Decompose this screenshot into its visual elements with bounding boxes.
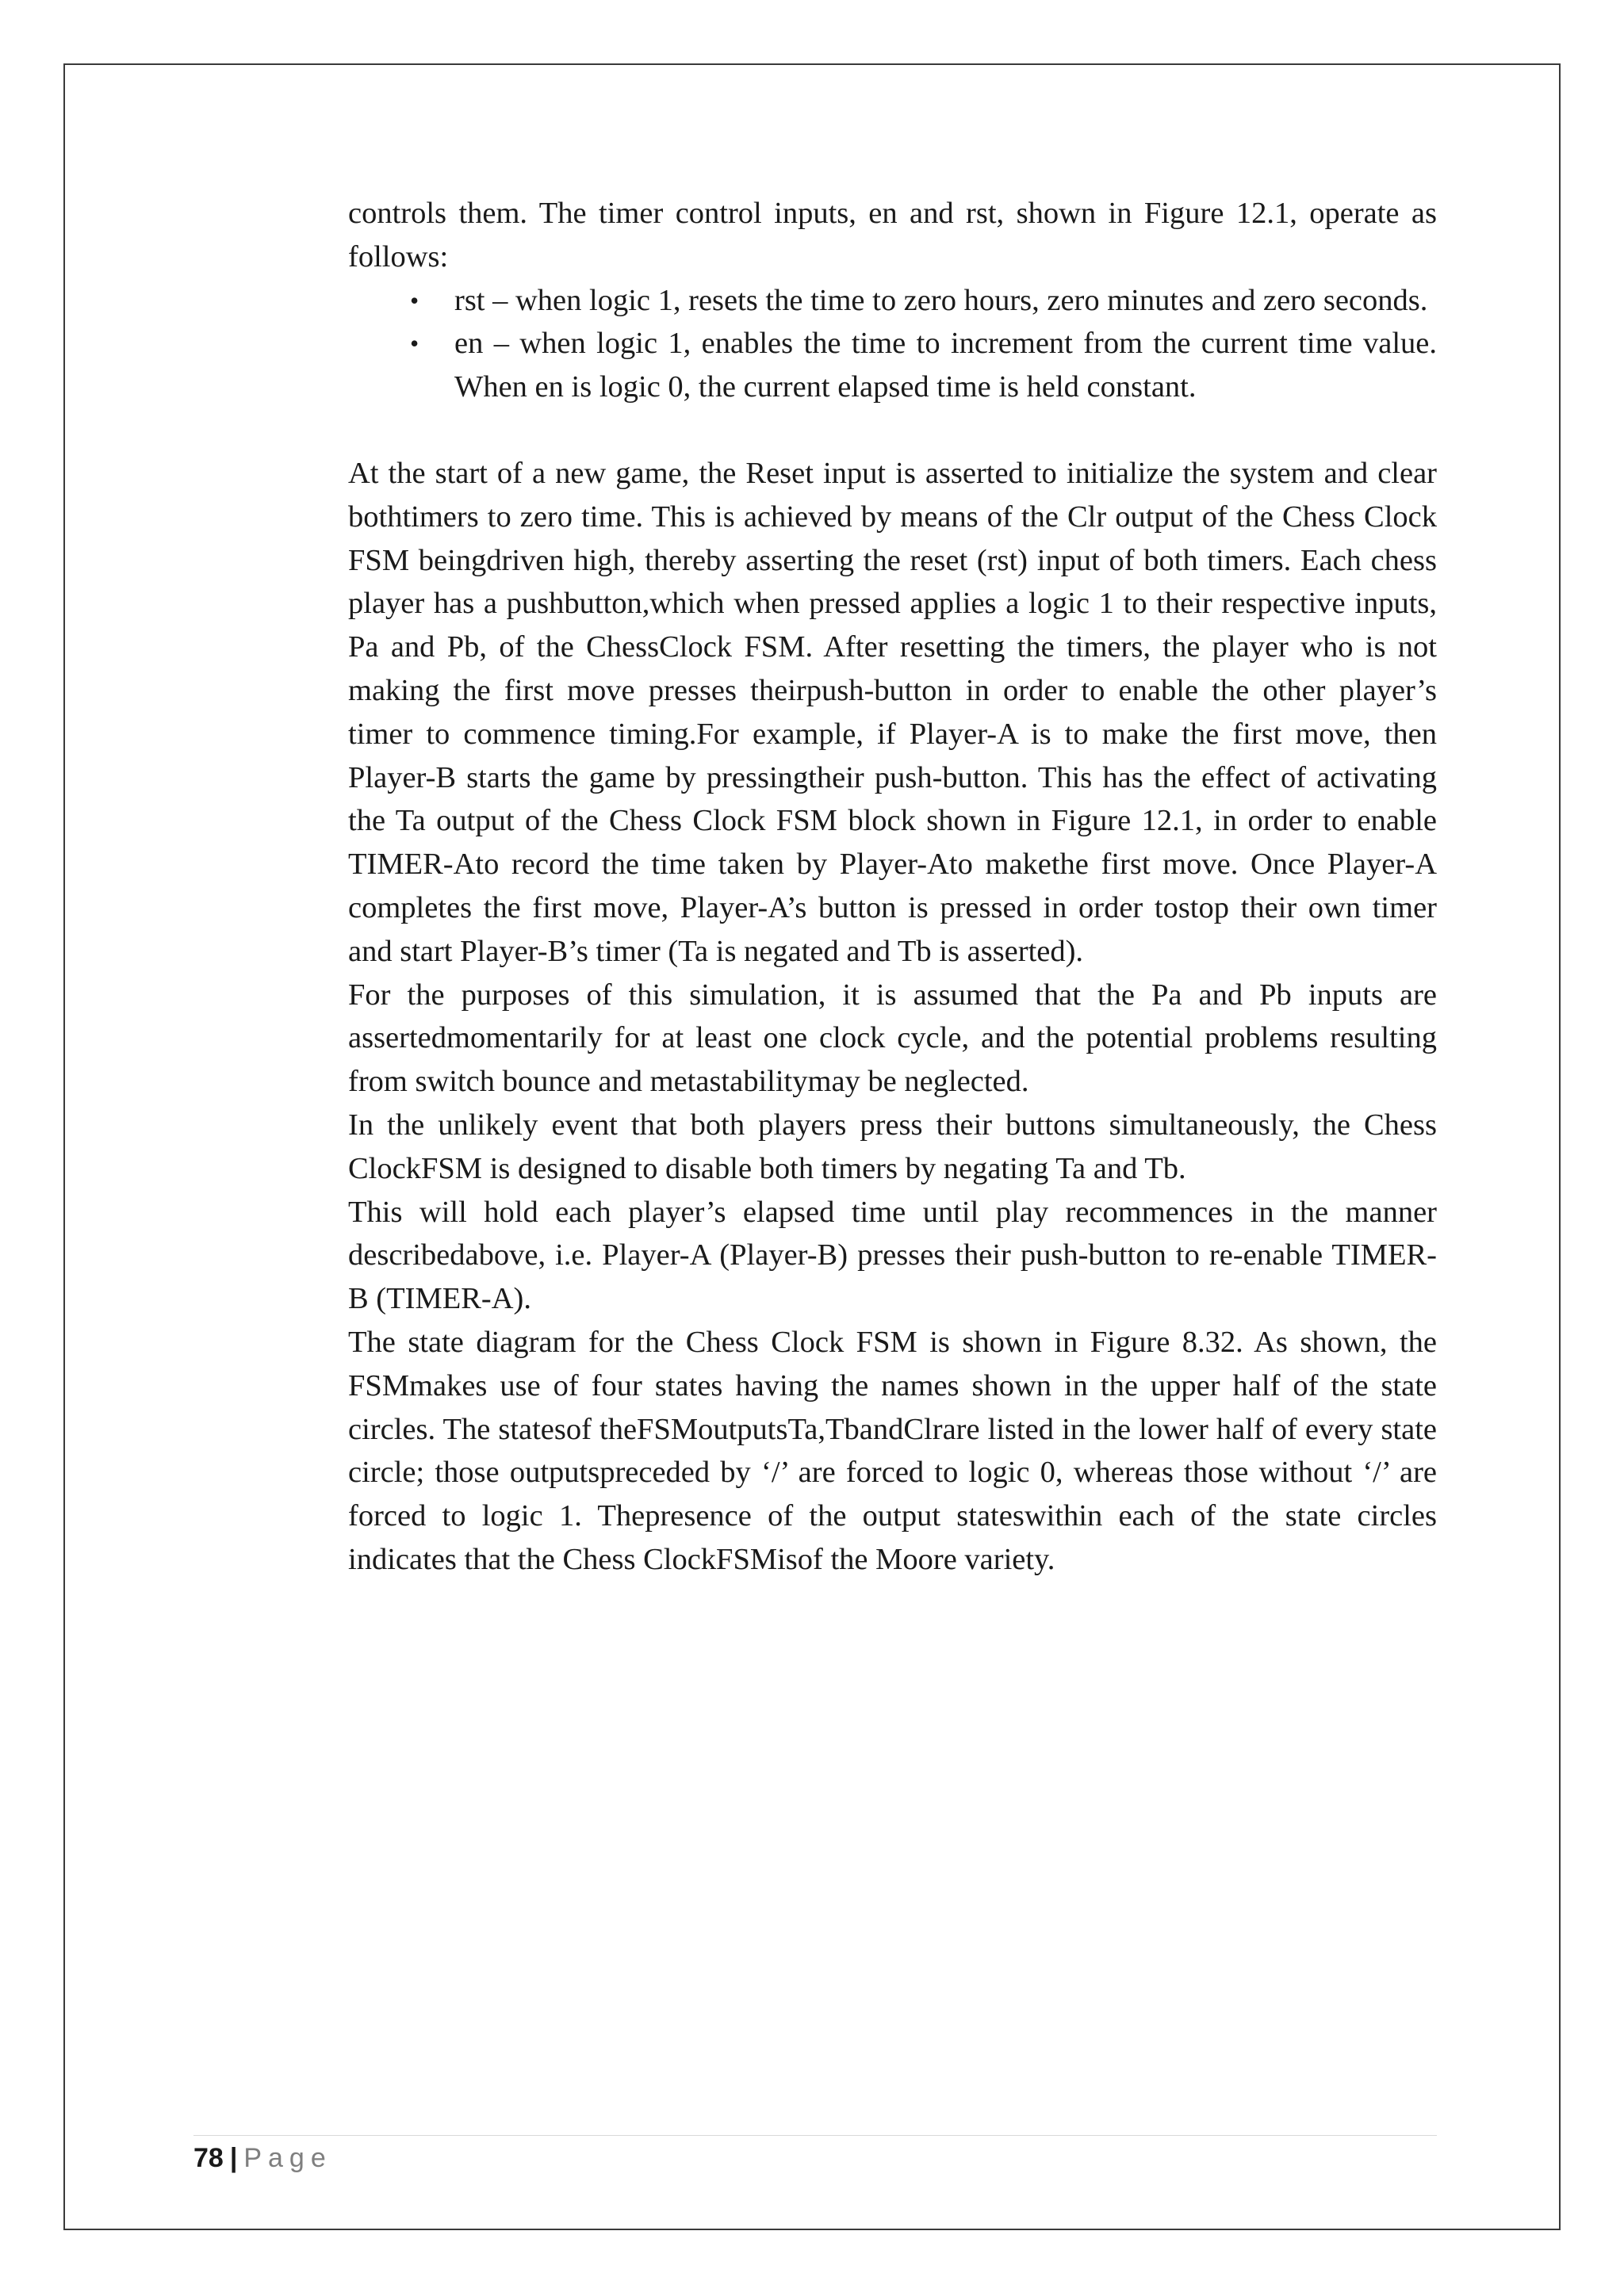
bullet-icon: • bbox=[410, 329, 419, 358]
bullet-icon: • bbox=[410, 285, 419, 315]
footer-divider bbox=[193, 2135, 1437, 2136]
paragraph-simulation-assumptions: For the purposes of this simulation, it is assumed that the Pa and Pb inputs are assertedmomentarily for at least one clock cycle, and the potential problems resulting from switch bounce and metastabilitymay be neglected. bbox=[348, 978, 1437, 1099]
page-label: Page bbox=[243, 2143, 332, 2173]
bullet-list bbox=[348, 279, 1437, 409]
document-body bbox=[348, 192, 1437, 1582]
paragraph-simultaneous-press: In the unlikely event that both players press their buttons simultaneously, the Chess ClockFSM is designed to disable both timers by negating Ta and Tb. bbox=[348, 1108, 1437, 1185]
page-number: 78 bbox=[193, 2143, 224, 2173]
intro-paragraph: controls them. The timer control inputs, en and rst, shown in Figure 12.1, operate as follows: bbox=[348, 197, 1437, 274]
paragraph-game-start: At the start of a new game, the Reset input is asserted to initialize the system and clear bothtimers to zero time. This is achieved by means of the Clr output of the Chess Clock FSM beingdriven high, thereby asserting the reset (rst) input of both timers. Each chess player has a pushbutton,which when pressed applies a logic 1 to their respective inputs, Pa and Pb, of the ChessClock FSM. After resetting the timers, the player who is not making the first move presses theirpush-button in order to enable the other player’s timer to commence timing.For example, if Player-A is to make the first move, then Player-B starts the game by pressingtheir push-button. This has the effect of activating the Ta output of the Chess Clock FSM block shown in Figure 12.1, in order to enable TIMER-Ato record the time taken by Player-Ato makethe first move. Once Player-A completes the first move, Player-A’s button is pressed in order tostop their own timer and start Player-B’s timer (Ta is negated and Tb is asserted). bbox=[348, 456, 1437, 968]
list-item-text: en – when logic 1, enables the time to increment from the current time value. When en is logic 0, the current elapsed time is held constant. bbox=[454, 327, 1437, 404]
page-footer bbox=[193, 2141, 332, 2175]
paragraph-state-diagram: The state diagram for the Chess Clock FSM is shown in Figure 8.32. As shown, the FSMmakes use of four states having the names shown in the upper half of the state circles. The statesof theFSMoutputsTa,TbandClrare listed in the lower half of every state circle; those outputspreceded by ‘/’ are forced to logic 0, whereas those without ‘/’ are forced to logic 1. Thepresence of the output stateswithin each of the state circles indicates that the Chess ClockFSMisof the Moore variety. bbox=[348, 1325, 1437, 1576]
list-item bbox=[410, 322, 1437, 409]
footer-separator: | bbox=[229, 2143, 238, 2173]
list-item-text: rst – when logic 1, resets the time to zero hours, zero minutes and zero seconds. bbox=[454, 283, 1428, 317]
paragraph-hold-time: This will hold each player’s elapsed time until play recommences in the manner describedabove, i.e. Player-A (Player-B) presses their push-button to re-enable TIMER-B (TIMER-A). bbox=[348, 1195, 1437, 1316]
list-item bbox=[410, 279, 1437, 323]
